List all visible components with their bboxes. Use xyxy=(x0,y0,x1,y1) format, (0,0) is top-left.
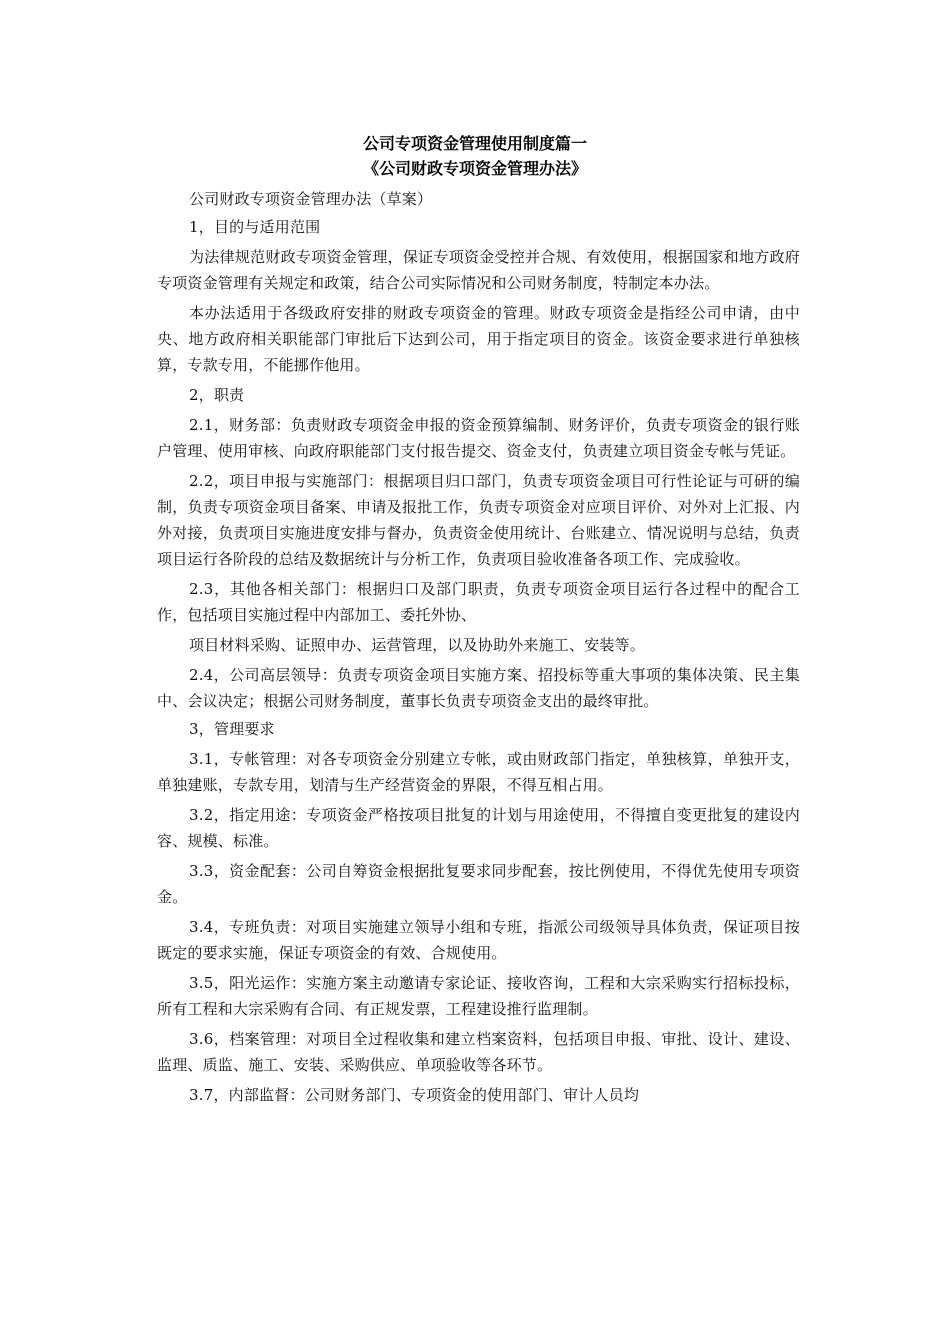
section-heading-duties: 2，职责 xyxy=(189,386,245,404)
paragraph-req-archive: 3.6，档案管理：对项目全过程收集和建立档案资料，包括项目申报、审批、设计、建设、监理、质监、施工、安装、采购供应、单项验收等各环节。 xyxy=(157,1030,800,1074)
document-body xyxy=(157,186,800,1110)
paragraph-req-transparency: 3.5，阳光运作：实施方案主动邀请专家论证、接收咨询，工程和大宗采购实行招标投标，所有工程和大宗采购有合同、有正规发票，工程建设推行监理制。 xyxy=(157,974,800,1018)
paragraph-draft-title: 公司财政专项资金管理办法（草案） xyxy=(189,190,433,208)
paragraph-req-team: 3.4，专班负责：对项目实施建立领导小组和专班，指派公司级领导具体负责，保证项目按既定的要求实施，保证专项资金的有效、合规使用。 xyxy=(157,918,800,962)
paragraph-duty-other: 2.3，其他各相关部门：根据归口及部门职责，负责专项资金项目运行各过程中的配合工作，包括项目实施过程中内部加工、委托外协、 xyxy=(157,580,800,624)
paragraph-duty-finance: 2.1，财务部：负责财政专项资金申报的资金预算编制、财务评价，负责专项资金的银行账户管理、使用审核、向政府职能部门支付报告提交、资金支付，负责建立项目资金专帐与凭证。 xyxy=(157,416,800,460)
paragraph-req-matching: 3.3，资金配套：公司自筹资金根据批复要求同步配套，按比例使用，不得优先使用专项资金。 xyxy=(157,862,800,906)
paragraph-req-purpose: 3.2，指定用途：专项资金严格按项目批复的计划与用途使用，不得擅自变更批复的建设内容、规模、标准。 xyxy=(157,806,800,850)
paragraph-req-supervision: 3.7，内部监督：公司财务部门、专项资金的使用部门、审计人员均 xyxy=(189,1086,640,1104)
document-title: 公司专项资金管理使用制度篇一 xyxy=(362,134,587,153)
section-heading-purpose: 1，目的与适用范围 xyxy=(189,218,321,236)
paragraph-purpose: 为法律规范财政专项资金管理，保证专项资金受控并合规、有效使用，根据国家和地方政府专项资金管理有关规定和政策，结合公司实际情况和公司财务制度，特制定本办法。 xyxy=(157,248,800,292)
paragraph-scope: 本办法适用于各级政府安排的财政专项资金的管理。财政专项资金是指经公司申请，由中央、地方政府相关职能部门审批后下达到公司，用于指定项目的资金。该资金要求进行单独核算，专款专用，不能挪作他用。 xyxy=(157,304,800,374)
paragraph-duty-other-cont: 项目材料采购、证照申办、运营管理，以及协助外来施工、安装等。 xyxy=(189,636,646,654)
paragraph-duty-project: 2.2，项目申报与实施部门：根据项目归口部门，负责专项资金项目可行性论证与可研的编制，负责专项资金项目备案、申请及报批工作，负责专项资金对应项目评价、对外对上汇报、内外对接，负责项目实施进度安排与督办，负责资金使用统计、台账建立、情况说明与总结，负责项目运行各阶段的总结及数据统计与分析工作，负责项目验收准备各项工作、完成验收。 xyxy=(157,472,800,568)
document-subtitle: 《公司财政专项资金管理办法》 xyxy=(362,159,587,178)
paragraph-req-account: 3.1，专帐管理：对各专项资金分别建立专帐，或由财政部门指定，单独核算，单独开支，单独建账，专款专用，划清与生产经营资金的界限，不得互相占用。 xyxy=(157,750,800,794)
section-heading-requirements: 3，管理要求 xyxy=(189,720,275,738)
paragraph-duty-leadership: 2.4，公司高层领导：负责专项资金项目实施方案、招投标等重大事项的集体决策、民主集中、会议决定；根据公司财务制度，董事长负责专项资金支出的最终审批。 xyxy=(157,666,800,710)
